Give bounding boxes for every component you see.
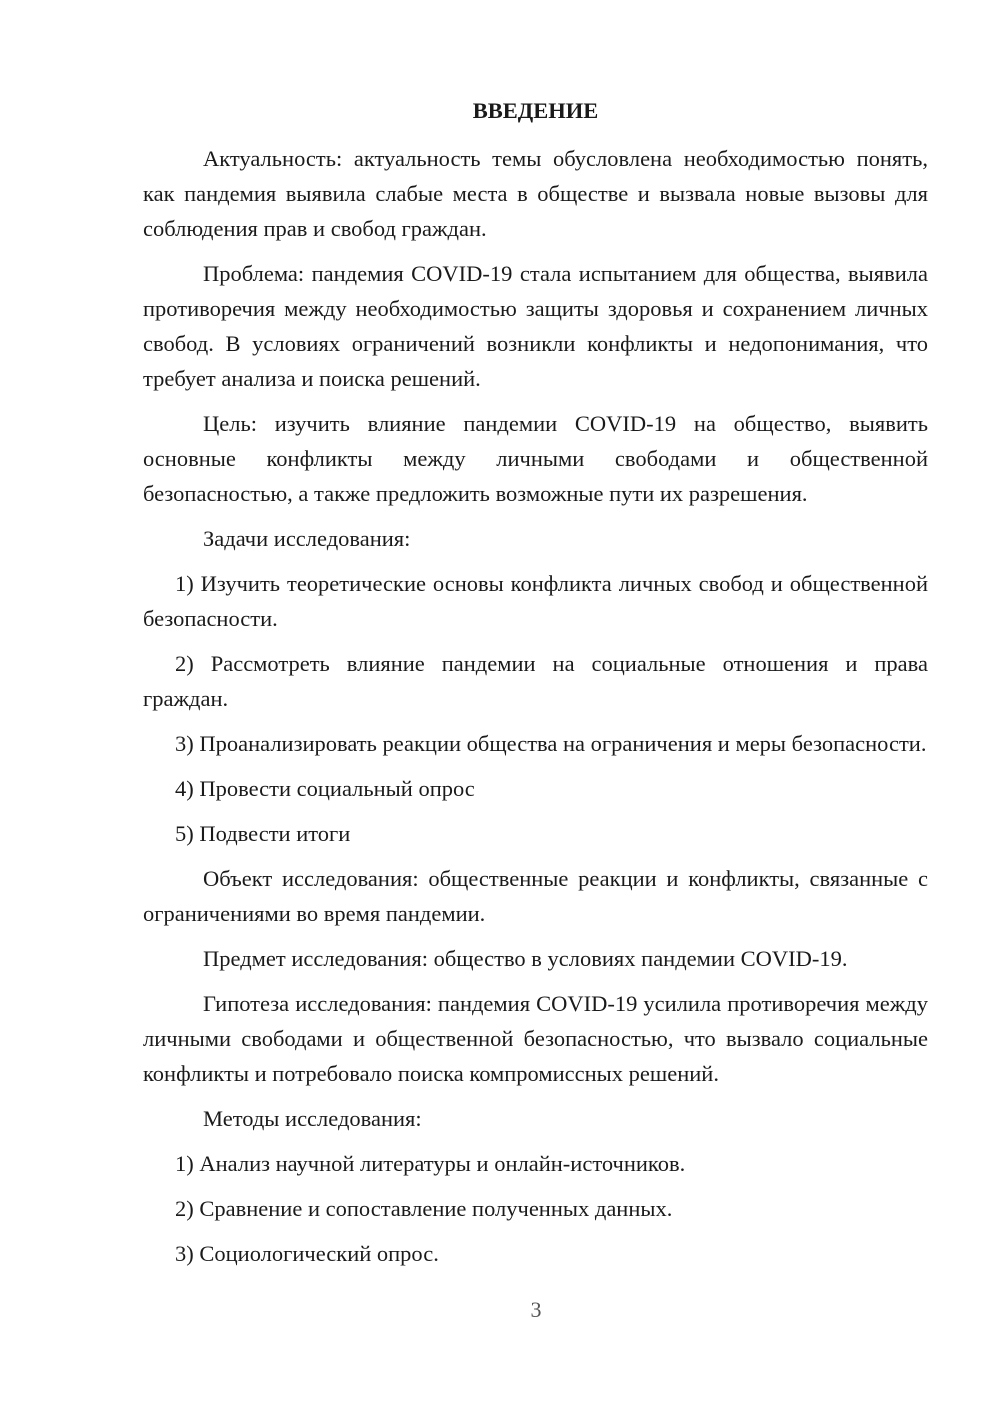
- relevance-paragraph: Актуальность: актуальность темы обусловлена необходимостью понять, как пандемия выявила слабые места в обществе и вызвала новые вызовы для соблюдения прав и свобод граждан.: [143, 146, 928, 241]
- method-item: 1) Анализ научной литературы и онлайн-источников.: [175, 1151, 686, 1176]
- task-item: 5) Подвести итоги: [175, 821, 351, 846]
- method-item: 3) Социологический опрос.: [175, 1241, 439, 1266]
- task-item: 4) Провести социальный опрос: [175, 776, 475, 801]
- problem-paragraph: Проблема: пандемия COVID-19 стала испытанием для общества, выявила противоречия между необходимостью защиты здоровья и сохранением личных свобод. В условиях ограничений возникли конфликты и недопонимания, что требует анализа и поиска решений.: [143, 261, 928, 391]
- page-number: 3: [530, 1297, 542, 1322]
- section-heading: ВВЕДЕНИЕ: [472, 98, 599, 123]
- tasks-heading: Задачи исследования:: [203, 526, 411, 551]
- methods-heading: Методы исследования:: [203, 1106, 422, 1131]
- task-item: 2) Рассмотреть влияние пандемии на социальные отношения и права граждан.: [143, 651, 928, 711]
- task-item: 1) Изучить теоретические основы конфликта личных свобод и общественной безопасности.: [143, 571, 928, 631]
- method-item: 2) Сравнение и сопоставление полученных данных.: [175, 1196, 673, 1221]
- document-page: [143, 95, 928, 1281]
- subject-paragraph: Предмет исследования: общество в условиях пандемии COVID-19.: [203, 946, 848, 971]
- hypothesis-paragraph: Гипотеза исследования: пандемия COVID-19 усилила противоречия между личными свободами и общественной безопасностью, что вызвало социальные конфликты и потребовало поиска компромиссных решений.: [143, 991, 928, 1086]
- task-item: 3) Проанализировать реакции общества на ограничения и меры безопасности.: [175, 731, 927, 756]
- goal-paragraph: Цель: изучить влияние пандемии COVID-19 на общество, выявить основные конфликты между личными свободами и общественной безопасностью, а также предложить возможные пути их разрешения.: [143, 411, 928, 506]
- object-paragraph: Объект исследования: общественные реакции и конфликты, связанные с ограничениями во время пандемии.: [143, 866, 928, 926]
